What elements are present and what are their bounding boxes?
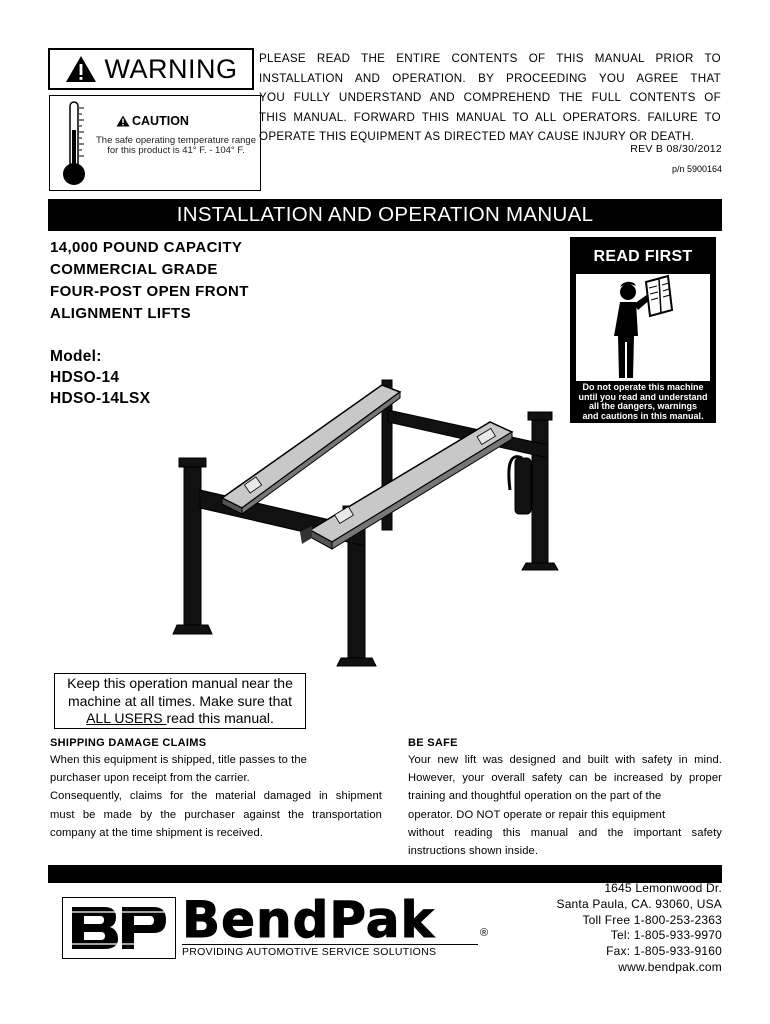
manual-title-banner bbox=[48, 199, 722, 231]
manual-title: INSTALLATION AND OPERATION MANUAL bbox=[176, 203, 594, 226]
four-post-lift-illustration bbox=[160, 340, 570, 670]
website: www.bendpak.com bbox=[618, 959, 722, 974]
all-users-underlined: ALL USERS bbox=[86, 710, 167, 726]
read-first-panel bbox=[576, 274, 710, 381]
person-reading-manual-icon bbox=[576, 274, 710, 381]
model-list bbox=[50, 346, 150, 409]
caution-title-text: CAUTION bbox=[132, 114, 189, 128]
read-first-line: Do not operate this machine bbox=[582, 382, 704, 392]
address-line: Tel: 1-805-933-9970 bbox=[610, 928, 722, 943]
be-safe-line: without reading this manual and the important safety bbox=[408, 826, 722, 839]
be-safe-line: instructions shown inside. bbox=[408, 845, 539, 858]
warning-paragraph bbox=[259, 49, 721, 147]
read-first-line: and cautions in this manual. bbox=[582, 410, 704, 421]
caution-temperature-text: The safe operating temperature range for this product is 41° F. - 104° F. bbox=[95, 135, 256, 156]
shipping-claims-heading: SHIPPING DAMAGE CLAIMS bbox=[50, 737, 207, 749]
registered-mark: ® bbox=[480, 927, 489, 939]
warning-line: OPERATE THIS EQUIPMENT AS DIRECTED MAY CAUSE INJURY OR DEATH. bbox=[259, 130, 695, 143]
model-name: HDSO-14LSX bbox=[50, 390, 151, 407]
keep-notice-line: machine at all times. Make sure that bbox=[67, 692, 293, 709]
product-description bbox=[50, 237, 249, 325]
address-line: Fax: 1-805-933-9160 bbox=[606, 944, 722, 959]
shipping-claims-body bbox=[50, 751, 382, 842]
be-safe-body bbox=[408, 751, 722, 860]
warning-line: YOU FULLY UNDERSTAND AND COMPREHEND THE FULL CONTENTS OF bbox=[259, 91, 721, 104]
warning-line: PLEASE READ THE ENTIRE CONTENTS OF THIS MANUAL PRIOR TO bbox=[259, 52, 721, 65]
address-line: Toll Free 1-800-253-2363 bbox=[582, 912, 722, 927]
brand-tagline: PROVIDING AUTOMOTIVE SERVICE SOLUTIONS bbox=[182, 944, 478, 958]
bendpak-wordmark: BendPak bbox=[182, 891, 435, 949]
read-first-line: all the dangers, warnings bbox=[588, 401, 698, 412]
warning-label bbox=[48, 48, 254, 90]
shipping-line: purchaser upon receipt from the carrier. bbox=[50, 772, 250, 785]
shipping-line: Consequently, claims for the material damaged in shipment bbox=[50, 790, 382, 803]
keep-notice-rest: read this manual. bbox=[166, 710, 274, 726]
be-safe-line: training and thoughtful operation on the part of the bbox=[408, 790, 662, 803]
be-safe-line: However, your overall safety can be increased by proper bbox=[408, 772, 722, 785]
caution-title bbox=[116, 114, 189, 128]
product-line: 14,000 POUND CAPACITY bbox=[50, 239, 243, 256]
warning-text: WARNING bbox=[104, 53, 238, 84]
address-line: Santa Paula, CA. 93060, USA bbox=[556, 896, 722, 911]
shipping-line: company at the time shipment is received. bbox=[50, 826, 264, 839]
product-line: ALIGNMENT LIFTS bbox=[50, 305, 191, 322]
caution-triangle-icon bbox=[116, 115, 130, 127]
read-first-sign bbox=[570, 237, 716, 423]
keep-notice-line bbox=[55, 710, 305, 728]
read-first-title: READ FIRST bbox=[593, 248, 693, 265]
bp-monogram-logo bbox=[70, 903, 168, 953]
keep-manual-notice bbox=[54, 673, 306, 729]
warning-triangle-icon bbox=[65, 55, 97, 83]
thermometer-icon bbox=[58, 100, 94, 188]
company-address bbox=[556, 881, 722, 976]
model-name: HDSO-14 bbox=[50, 369, 120, 386]
be-safe-line: Your new lift was designed and built with safety in mind. bbox=[408, 754, 722, 766]
warning-line: THIS MANUAL. FORWARD THIS MANUAL TO ALL OPERATORS. FAILURE TO bbox=[259, 110, 721, 124]
be-safe-heading: BE SAFE bbox=[408, 737, 458, 749]
read-first-line: until you read and understand bbox=[578, 391, 708, 402]
read-first-text bbox=[570, 383, 716, 421]
keep-notice-line: Keep this operation manual near the bbox=[67, 675, 293, 691]
part-number: p/n 5900164 bbox=[671, 164, 722, 174]
warning-line: INSTALLATION AND OPERATION. BY PROCEEDING YOU AGREE THAT bbox=[259, 71, 721, 85]
caution-temperature-box bbox=[49, 95, 261, 191]
shipping-line: When this equipment is shipped, title passes to the bbox=[50, 754, 307, 766]
revision-date: REV B 08/30/2012 bbox=[630, 143, 722, 155]
model-label: Model: bbox=[50, 348, 102, 365]
product-line: COMMERCIAL GRADE bbox=[50, 261, 218, 278]
shipping-line: must be made by the purchaser against the transportation bbox=[50, 808, 382, 821]
be-safe-line: operator. DO NOT operate or repair this equipment bbox=[408, 808, 666, 821]
product-line: FOUR-POST OPEN FRONT bbox=[50, 283, 249, 300]
address-line: 1645 Lemonwood Dr. bbox=[604, 881, 722, 895]
